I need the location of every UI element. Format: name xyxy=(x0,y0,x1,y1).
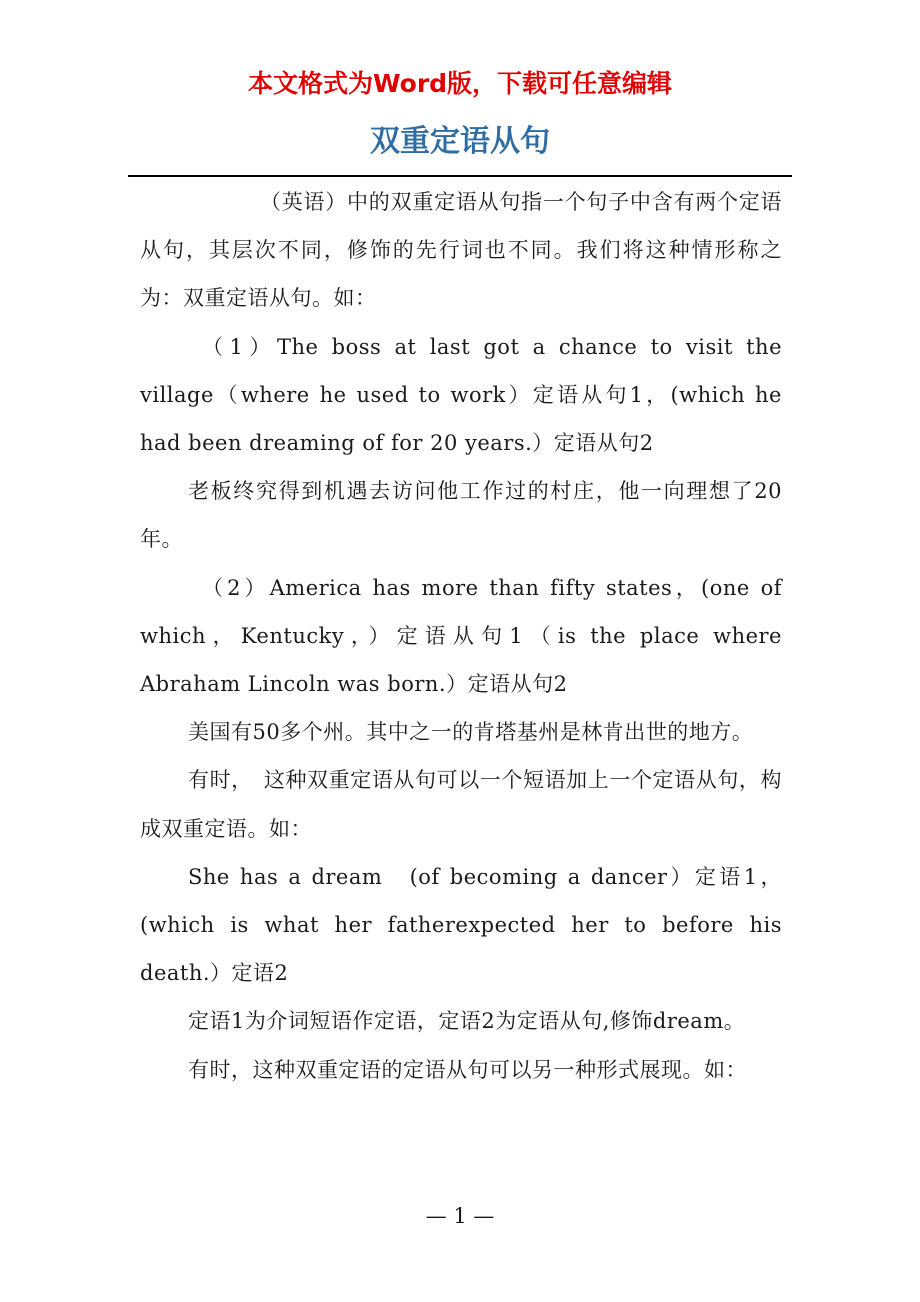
paragraph-another-form: 有时，这种双重定语的定语从句可以另一种形式展现。如： xyxy=(188,1057,747,1082)
download-banner: 本文格式为Word版，下载可任意编辑 xyxy=(247,69,673,98)
title-divider xyxy=(128,175,792,177)
document-body xyxy=(140,178,782,1094)
paragraph-example-3: She has a dream (of becoming a dancer）定语1，(which is what her fatherexpected her to before his death.）定语2 xyxy=(140,864,782,986)
paragraph-intro: （英语）中的双重定语从句指一个句子中含有两个定语从句，其层次不同，修饰的先行词也不同。我们将这种情形称之为：双重定语从句。如： xyxy=(140,190,782,311)
paragraph-example-1: （1）The boss at last got a chance to visit the village（where he used to work）定语从句1，(which he had been dreaming of for 20 years.）定语从句2 xyxy=(140,334,782,456)
paragraph-explanation: 定语1为介词短语作定语，定语2为定语从句,修饰dream。 xyxy=(188,1009,746,1034)
paragraph-phrase-note: 有时， 这种双重定语从句可以一个短语加上一个定语从句，构成双重定语。如： xyxy=(140,768,782,841)
paragraph-translation-2: 美国有50多个州。其中之一的肯塔基州是林肯出世的地方。 xyxy=(188,720,754,745)
page-title: 双重定语从句 xyxy=(370,124,550,159)
paragraph-translation-1: 老板终究得到机遇去访问他工作过的村庄，他一向理想了20年。 xyxy=(140,479,782,552)
page-number: — 1 — xyxy=(425,1204,495,1228)
paragraph-example-2: （2）America has more than fifty states，(one of which，Kentucky，）定语从句1（is the place where Abraham Lincoln was born.）定语从句2 xyxy=(140,575,782,697)
